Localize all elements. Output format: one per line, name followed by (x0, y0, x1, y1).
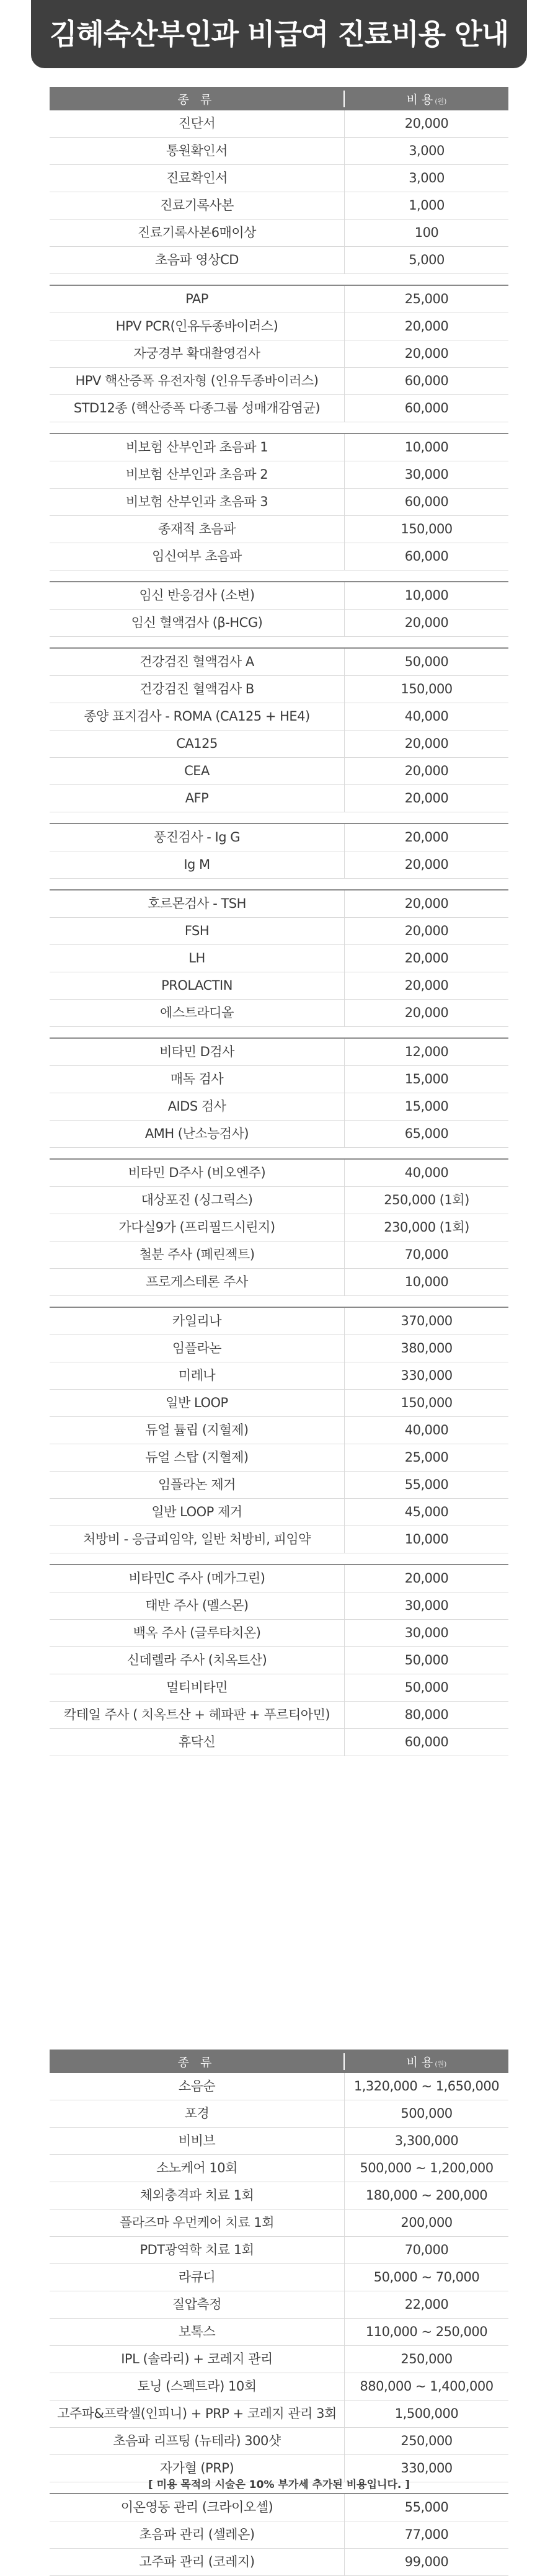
item-fee: 370,000 (401, 1313, 453, 1328)
item-fee: 22,000 (404, 2297, 449, 2312)
item-fee: 180,000 ~ 200,000 (365, 2188, 488, 2203)
item-name: 초음파 리프팅 (뉴테라) 300샷 (50, 2428, 345, 2454)
table-row (50, 610, 508, 637)
item-name: 통원확인서 (50, 138, 345, 164)
table-row (50, 1335, 508, 1362)
table-header (50, 2050, 508, 2073)
item-name: 태반 주사 (멜스몬) (50, 1592, 345, 1619)
table-row (50, 192, 508, 220)
item-name: AFP (50, 785, 345, 812)
table-row (50, 1241, 508, 1269)
item-fee: 70,000 (404, 2242, 449, 2257)
item-fee: 10,000 (404, 1532, 449, 1547)
item-fee: 55,000 (404, 1477, 449, 1492)
item-fee: 40,000 (404, 1423, 449, 1437)
item-fee: 330,000 (401, 2461, 453, 2476)
item-name: 종양 표지검사 - ROMA (CA125 + HE4) (50, 703, 345, 730)
item-name: 라큐디 (50, 2264, 345, 2291)
item-name: 임플라논 제거 (50, 1472, 345, 1498)
table-row (50, 1592, 508, 1620)
item-fee: 20,000 (404, 346, 449, 361)
table-row (50, 1214, 508, 1241)
group-divider (50, 1027, 508, 1039)
item-fee: 65,000 (404, 1126, 449, 1141)
table-row (50, 851, 508, 879)
item-name: 비보험 산부인과 초음파 2 (50, 461, 345, 488)
item-name: 신데렐라 주사 (치옥트산) (50, 1647, 345, 1674)
table-row (50, 2319, 508, 2346)
header-fee-unit: (원) (435, 2059, 447, 2068)
item-name: 보톡스 (50, 2319, 345, 2345)
table-row (50, 1390, 508, 1417)
table-row (50, 2291, 508, 2319)
item-name: 비타민 D검사 (50, 1039, 345, 1065)
item-fee: 10,000 (404, 440, 449, 455)
table-row (50, 1066, 508, 1093)
item-name: 자궁경부 확대촬영검사 (50, 340, 345, 367)
item-name: 멀티비타민 (50, 1674, 345, 1701)
item-name: 백옥 주사 (글루타치온) (50, 1620, 345, 1646)
item-name: STD12종 (핵산증폭 다종그룹 성매개감염균) (50, 395, 345, 422)
table-row (50, 945, 508, 972)
item-name: 임플라논 (50, 1335, 345, 1362)
table-row (50, 1565, 508, 1592)
group-divider (50, 1296, 508, 1308)
table-row (50, 543, 508, 571)
table-row (50, 972, 508, 1000)
item-fee: 77,000 (404, 2527, 449, 2542)
item-fee: 10,000 (404, 1274, 449, 1289)
item-name: 처방비 - 응급피임약, 일반 처방비, 피임약 (50, 1526, 345, 1553)
item-fee: 20,000 (404, 116, 449, 131)
item-fee: 80,000 (404, 1707, 449, 1722)
item-fee: 250,000 (1회) (384, 1193, 469, 1207)
table-row (50, 1000, 508, 1027)
item-fee: 1,500,000 (394, 2406, 459, 2421)
item-name: 종재적 초음파 (50, 516, 345, 543)
table-row (50, 2237, 508, 2264)
fee-table-general (50, 87, 508, 1756)
table-row (50, 2128, 508, 2155)
item-fee: 30,000 (404, 1625, 449, 1640)
item-name: Ig M (50, 851, 345, 878)
table-header (50, 87, 508, 110)
item-fee: 20,000 (404, 736, 449, 751)
table-row (50, 1417, 508, 1444)
item-fee: 20,000 (404, 1005, 449, 1020)
item-fee: 60,000 (404, 373, 449, 388)
table-row (50, 1702, 508, 1729)
header-fee-unit: (원) (435, 97, 447, 105)
item-name: 소노케어 10회 (50, 2155, 345, 2182)
item-name: 소음순 (50, 2073, 345, 2100)
table-row (50, 1121, 508, 1148)
table-row (50, 2100, 508, 2128)
item-name: 일반 LOOP (50, 1390, 345, 1416)
item-fee: 50,000 ~ 70,000 (373, 2270, 480, 2285)
item-fee: 55,000 (404, 2500, 449, 2515)
item-fee: 60,000 (404, 1734, 449, 1749)
item-name: 임신여부 초음파 (50, 543, 345, 570)
header-category: 종 류 (50, 2053, 345, 2070)
header-fee-label: 비 용 (406, 2055, 433, 2069)
table-row (50, 649, 508, 676)
item-fee: 5,000 (409, 252, 445, 267)
table-row (50, 2210, 508, 2237)
item-name: FSH (50, 918, 345, 944)
item-name: 듀얼 스탑 (지혈제) (50, 1444, 345, 1471)
item-fee: 50,000 (404, 1680, 449, 1695)
item-fee: 1,000 (409, 198, 445, 213)
header-fee (345, 2053, 508, 2070)
item-name: 비보험 산부인과 초음파 3 (50, 489, 345, 515)
item-name: 질압측정 (50, 2291, 345, 2318)
table-row (50, 368, 508, 395)
item-fee: 3,300,000 (394, 2133, 459, 2148)
item-fee: 60,000 (404, 401, 449, 415)
item-name: 플라즈마 우먼케어 치료 1회 (50, 2210, 345, 2236)
item-name: 임신 혈액검사 (β-HCG) (50, 610, 345, 636)
table-row (50, 1444, 508, 1472)
item-fee: 20,000 (404, 923, 449, 938)
item-fee: 45,000 (404, 1504, 449, 1519)
item-name: 칵테일 주사 ( 치옥트산 + 헤파판 + 푸르티아민) (50, 1702, 345, 1728)
table-row (50, 1362, 508, 1390)
table-row (50, 138, 508, 165)
table-row (50, 824, 508, 851)
item-fee: 20,000 (404, 896, 449, 911)
group-divider (50, 879, 508, 890)
item-fee: 20,000 (404, 978, 449, 993)
item-fee: 110,000 ~ 250,000 (365, 2324, 488, 2339)
item-fee: 100 (414, 225, 439, 240)
item-fee: 500,000 ~ 1,200,000 (360, 2161, 494, 2175)
item-name: 호르몬검사 - TSH (50, 890, 345, 917)
item-fee: 50,000 (404, 654, 449, 669)
item-name: 대상포진 (싱그릭스) (50, 1187, 345, 1214)
table-row (50, 1620, 508, 1647)
table-row (50, 313, 508, 340)
table-row (50, 731, 508, 758)
item-name: 진료기록사본6매이상 (50, 220, 345, 246)
table-row (50, 516, 508, 543)
table-row (50, 110, 508, 138)
item-fee: 30,000 (404, 467, 449, 482)
item-name: 초음파 영상CD (50, 247, 345, 273)
item-name: 토닝 (스펙트라) 10회 (50, 2373, 345, 2400)
item-fee: 25,000 (404, 1450, 449, 1465)
group-divider (50, 422, 508, 434)
item-name: 비보험 산부인과 초음파 1 (50, 434, 345, 461)
item-fee: 150,000 (401, 682, 453, 696)
item-fee: 380,000 (401, 1341, 453, 1356)
table-row (50, 1499, 508, 1526)
item-name: 프로게스테론 주사 (50, 1269, 345, 1295)
table-row (50, 2428, 508, 2455)
item-fee: 40,000 (404, 709, 449, 724)
item-fee: 150,000 (401, 522, 453, 536)
item-name: 자가혈 (PRP) (50, 2455, 345, 2482)
item-name: 비타민C 주사 (메가그린) (50, 1565, 345, 1592)
item-name: 건강검진 혈액검사 B (50, 676, 345, 703)
group-divider (50, 1148, 508, 1160)
table-row (50, 918, 508, 945)
table-row (50, 220, 508, 247)
item-fee: 20,000 (404, 951, 449, 966)
table-row (50, 2346, 508, 2373)
item-name: 철분 주사 (페린젝트) (50, 1241, 345, 1268)
table-row (50, 1472, 508, 1499)
table-row (50, 1674, 508, 1702)
table-row (50, 1526, 508, 1553)
table-row (50, 1647, 508, 1674)
table-row (50, 785, 508, 812)
table-row (50, 461, 508, 489)
vat-notice: [ 미용 목적의 시술은 10% 부가세 추가된 비용입니다. ] (148, 2479, 410, 2491)
table-row (50, 2521, 508, 2549)
item-name: 진단서 (50, 110, 345, 137)
item-fee: 20,000 (404, 319, 449, 334)
table-row (50, 582, 508, 610)
item-name: 매독 검사 (50, 1066, 345, 1093)
table-row (50, 758, 508, 785)
item-name: PAP (50, 286, 345, 313)
item-fee: 12,000 (404, 1044, 449, 1059)
table-row (50, 165, 508, 192)
item-name: AIDS 검사 (50, 1093, 345, 1120)
header-fee (345, 91, 508, 107)
item-fee: 880,000 ~ 1,400,000 (360, 2379, 494, 2394)
item-fee: 20,000 (404, 615, 449, 630)
item-fee: 15,000 (404, 1072, 449, 1086)
item-name: 일반 LOOP 제거 (50, 1499, 345, 1526)
item-name: 비비브 (50, 2128, 345, 2154)
item-fee: 30,000 (404, 1598, 449, 1613)
group-divider (50, 637, 508, 649)
item-name: 풍진검사 - Ig G (50, 824, 345, 851)
group-divider (50, 812, 508, 824)
table-row (50, 286, 508, 313)
item-name: LH (50, 945, 345, 972)
item-fee: 60,000 (404, 549, 449, 564)
item-fee: 20,000 (404, 857, 449, 872)
item-name: 이온영동 관리 (크라이오셀) (50, 2494, 345, 2521)
table-row (50, 2073, 508, 2100)
item-fee: 330,000 (401, 1368, 453, 1383)
item-name: 포경 (50, 2100, 345, 2127)
table-row (50, 434, 508, 461)
item-fee: 250,000 (401, 2433, 453, 2448)
table-row (50, 2401, 508, 2428)
item-fee: 60,000 (404, 494, 449, 509)
item-fee: 50,000 (404, 1653, 449, 1668)
table-row (50, 1093, 508, 1121)
group-divider (50, 274, 508, 286)
table-row (50, 2264, 508, 2291)
item-fee: 20,000 (404, 1571, 449, 1586)
item-name: HPV 핵산증폭 유전자형 (인유두종바이러스) (50, 368, 345, 394)
item-name: 임신 반응검사 (소변) (50, 582, 345, 609)
item-name: 카일리나 (50, 1308, 345, 1335)
item-name: 에스트라디올 (50, 1000, 345, 1026)
item-fee: 70,000 (404, 1247, 449, 1262)
item-name: IPL (솔라리) + 코레지 관리 (50, 2346, 345, 2373)
item-name: 가다실9가 (프리필드시린지) (50, 1214, 345, 1241)
table-row (50, 2155, 508, 2182)
item-fee: 10,000 (404, 588, 449, 603)
item-name: 건강검진 혈액검사 A (50, 649, 345, 675)
item-name: AMH (난소능검사) (50, 1121, 345, 1147)
item-name: 휴닥신 (50, 1729, 345, 1756)
item-name: CEA (50, 758, 345, 784)
table-row (50, 1160, 508, 1187)
item-fee: 1,320,000 ~ 1,650,000 (353, 2079, 500, 2094)
table-row (50, 2373, 508, 2401)
table-row (50, 676, 508, 703)
group-divider (50, 571, 508, 582)
item-fee: 15,000 (404, 1099, 449, 1114)
item-fee: 200,000 (401, 2215, 453, 2230)
item-fee: 3,000 (409, 171, 445, 185)
item-name: 고주파 관리 (코레지) (50, 2549, 345, 2575)
table-row (50, 1187, 508, 1214)
item-name: 비타민 D주사 (비오엔주) (50, 1160, 345, 1186)
group-divider (50, 1553, 508, 1565)
table-row (50, 1269, 508, 1296)
item-name: HPV PCR(인유두종바이러스) (50, 313, 345, 340)
header-category: 종 류 (50, 91, 345, 107)
item-name: 미레나 (50, 1362, 345, 1389)
table-row (50, 489, 508, 516)
table-row (50, 2549, 508, 2576)
page-title: 김혜숙산부인과 비급여 진료비용 안내 (31, 0, 527, 68)
item-name: 고주파&프락셀(인피니) + PRP + 코레지 관리 3회 (50, 2401, 345, 2427)
table-row (50, 703, 508, 731)
item-name: 초음파 관리 (셀레온) (50, 2521, 345, 2548)
item-fee: 20,000 (404, 763, 449, 778)
table-row (50, 247, 508, 274)
item-name: CA125 (50, 731, 345, 757)
item-fee: 20,000 (404, 791, 449, 806)
header-fee-label: 비 용 (406, 92, 433, 107)
item-name: PDT광역학 치료 1회 (50, 2237, 345, 2263)
item-fee: 99,000 (404, 2554, 449, 2569)
table-row (50, 2494, 508, 2521)
fee-table-cosmetic (50, 2050, 508, 2576)
item-fee: 20,000 (404, 830, 449, 845)
table-row (50, 340, 508, 368)
item-name: 듀얼 튤립 (지혈제) (50, 1417, 345, 1444)
item-fee: 250,000 (401, 2352, 453, 2366)
item-fee: 25,000 (404, 291, 449, 306)
item-fee: 500,000 (401, 2106, 453, 2121)
item-fee: 40,000 (404, 1165, 449, 1180)
table-row (50, 890, 508, 918)
table-row (50, 1308, 508, 1335)
item-fee: 230,000 (1회) (384, 1220, 469, 1235)
table-row (50, 395, 508, 422)
item-fee: 3,000 (409, 143, 445, 158)
table-row (50, 1039, 508, 1066)
item-fee: 150,000 (401, 1395, 453, 1410)
table-row (50, 2182, 508, 2210)
item-name: 체외충격파 치료 1회 (50, 2182, 345, 2209)
item-name: 진료확인서 (50, 165, 345, 192)
item-name: PROLACTIN (50, 972, 345, 999)
table-row (50, 1729, 508, 1756)
item-name: 진료기록사본 (50, 192, 345, 219)
